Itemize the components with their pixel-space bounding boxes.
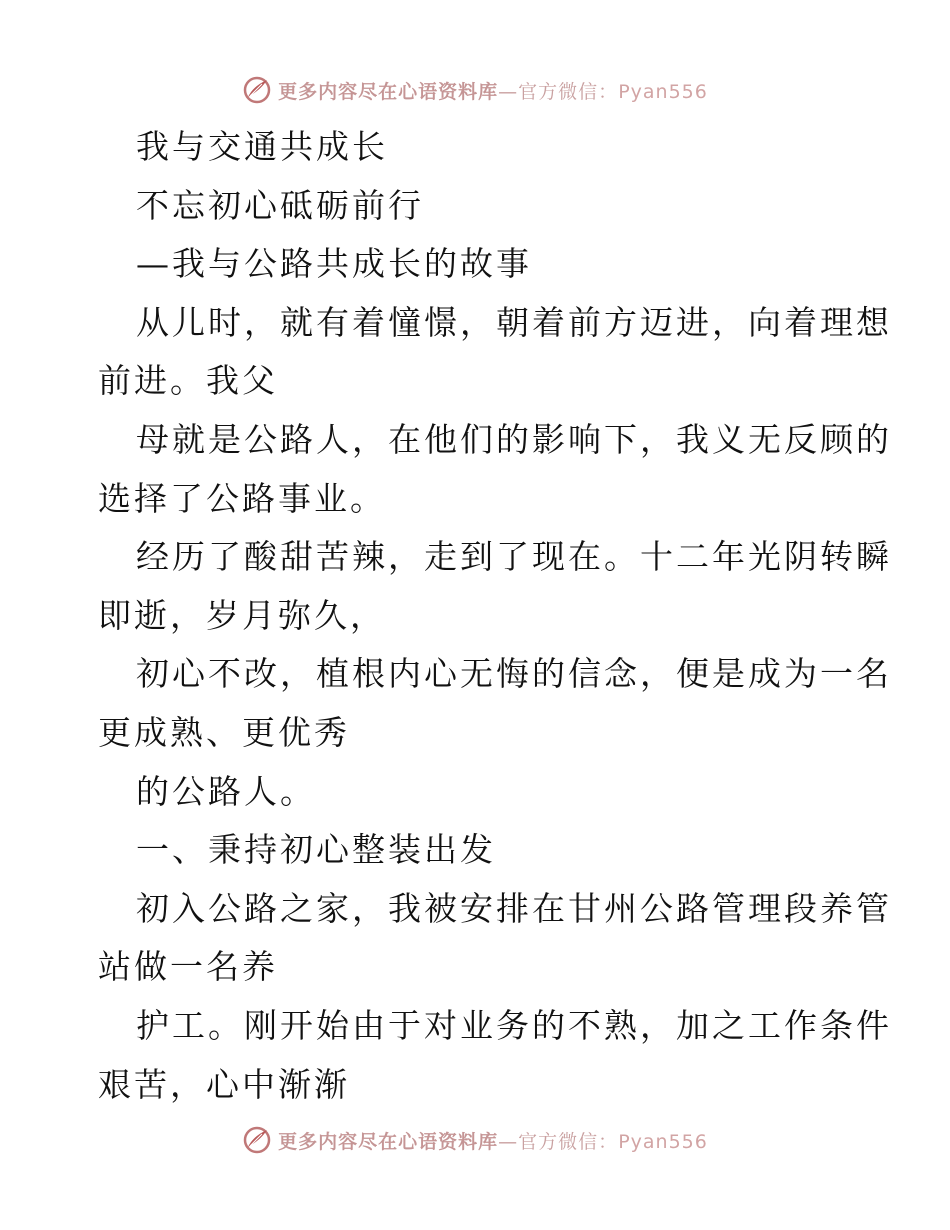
- watermark-label: 更多内容尽在心语资料库: [278, 80, 499, 103]
- text-line: 选择了公路事业。: [98, 478, 386, 518]
- text-line: 护工。刚开始由于对业务的不熟，加之工作条件: [136, 1005, 892, 1045]
- text-line: 更成熟、更优秀: [98, 712, 350, 752]
- watermark-text: [278, 1127, 708, 1154]
- quill-logo-icon: [242, 1125, 272, 1155]
- footer-watermark: [0, 1120, 950, 1160]
- text-line: 即逝，岁月弥久，: [98, 595, 386, 635]
- text-line: 我与交通共成长: [136, 127, 388, 166]
- text-line: 经历了酸甜苦辣，走到了现在。十二年光阴转瞬: [136, 537, 892, 577]
- watermark-wechat-label: 官方微信：: [518, 1130, 619, 1153]
- text-line: 不忘初心砥砺前行: [136, 185, 424, 225]
- watermark-text: [278, 77, 708, 104]
- text-line: —我与公路共成长的故事: [136, 244, 532, 284]
- watermark-separator: —: [498, 80, 519, 103]
- text-line: 从儿时，就有着憧憬，朝着前方迈进，向着理想: [136, 302, 892, 342]
- watermark-wechat-id: Pyan556: [618, 1130, 708, 1153]
- quill-logo-icon: [242, 75, 272, 105]
- text-line: 一、秉持初心整装出发: [136, 830, 496, 870]
- text-line: 站做一名养: [98, 947, 278, 987]
- text-line: 初心不改，植根内心无悔的信念，便是成为一名: [136, 654, 892, 694]
- text-line: 母就是公路人，在他们的影响下，我义无反顾的: [136, 419, 892, 459]
- text-line: 前进。我父: [98, 361, 278, 401]
- text-line: 的公路人。: [136, 771, 316, 811]
- text-line: 艰苦，心中渐渐: [98, 1064, 350, 1104]
- watermark-wechat-id: Pyan556: [618, 80, 708, 103]
- header-watermark: [0, 70, 950, 110]
- watermark-wechat-label: 官方微信：: [518, 80, 619, 103]
- watermark-label: 更多内容尽在心语资料库: [278, 1130, 499, 1153]
- document-body: [98, 118, 892, 1114]
- watermark-separator: —: [498, 1130, 519, 1153]
- text-line: 初入公路之家，我被安排在甘州公路管理段养管: [136, 888, 892, 928]
